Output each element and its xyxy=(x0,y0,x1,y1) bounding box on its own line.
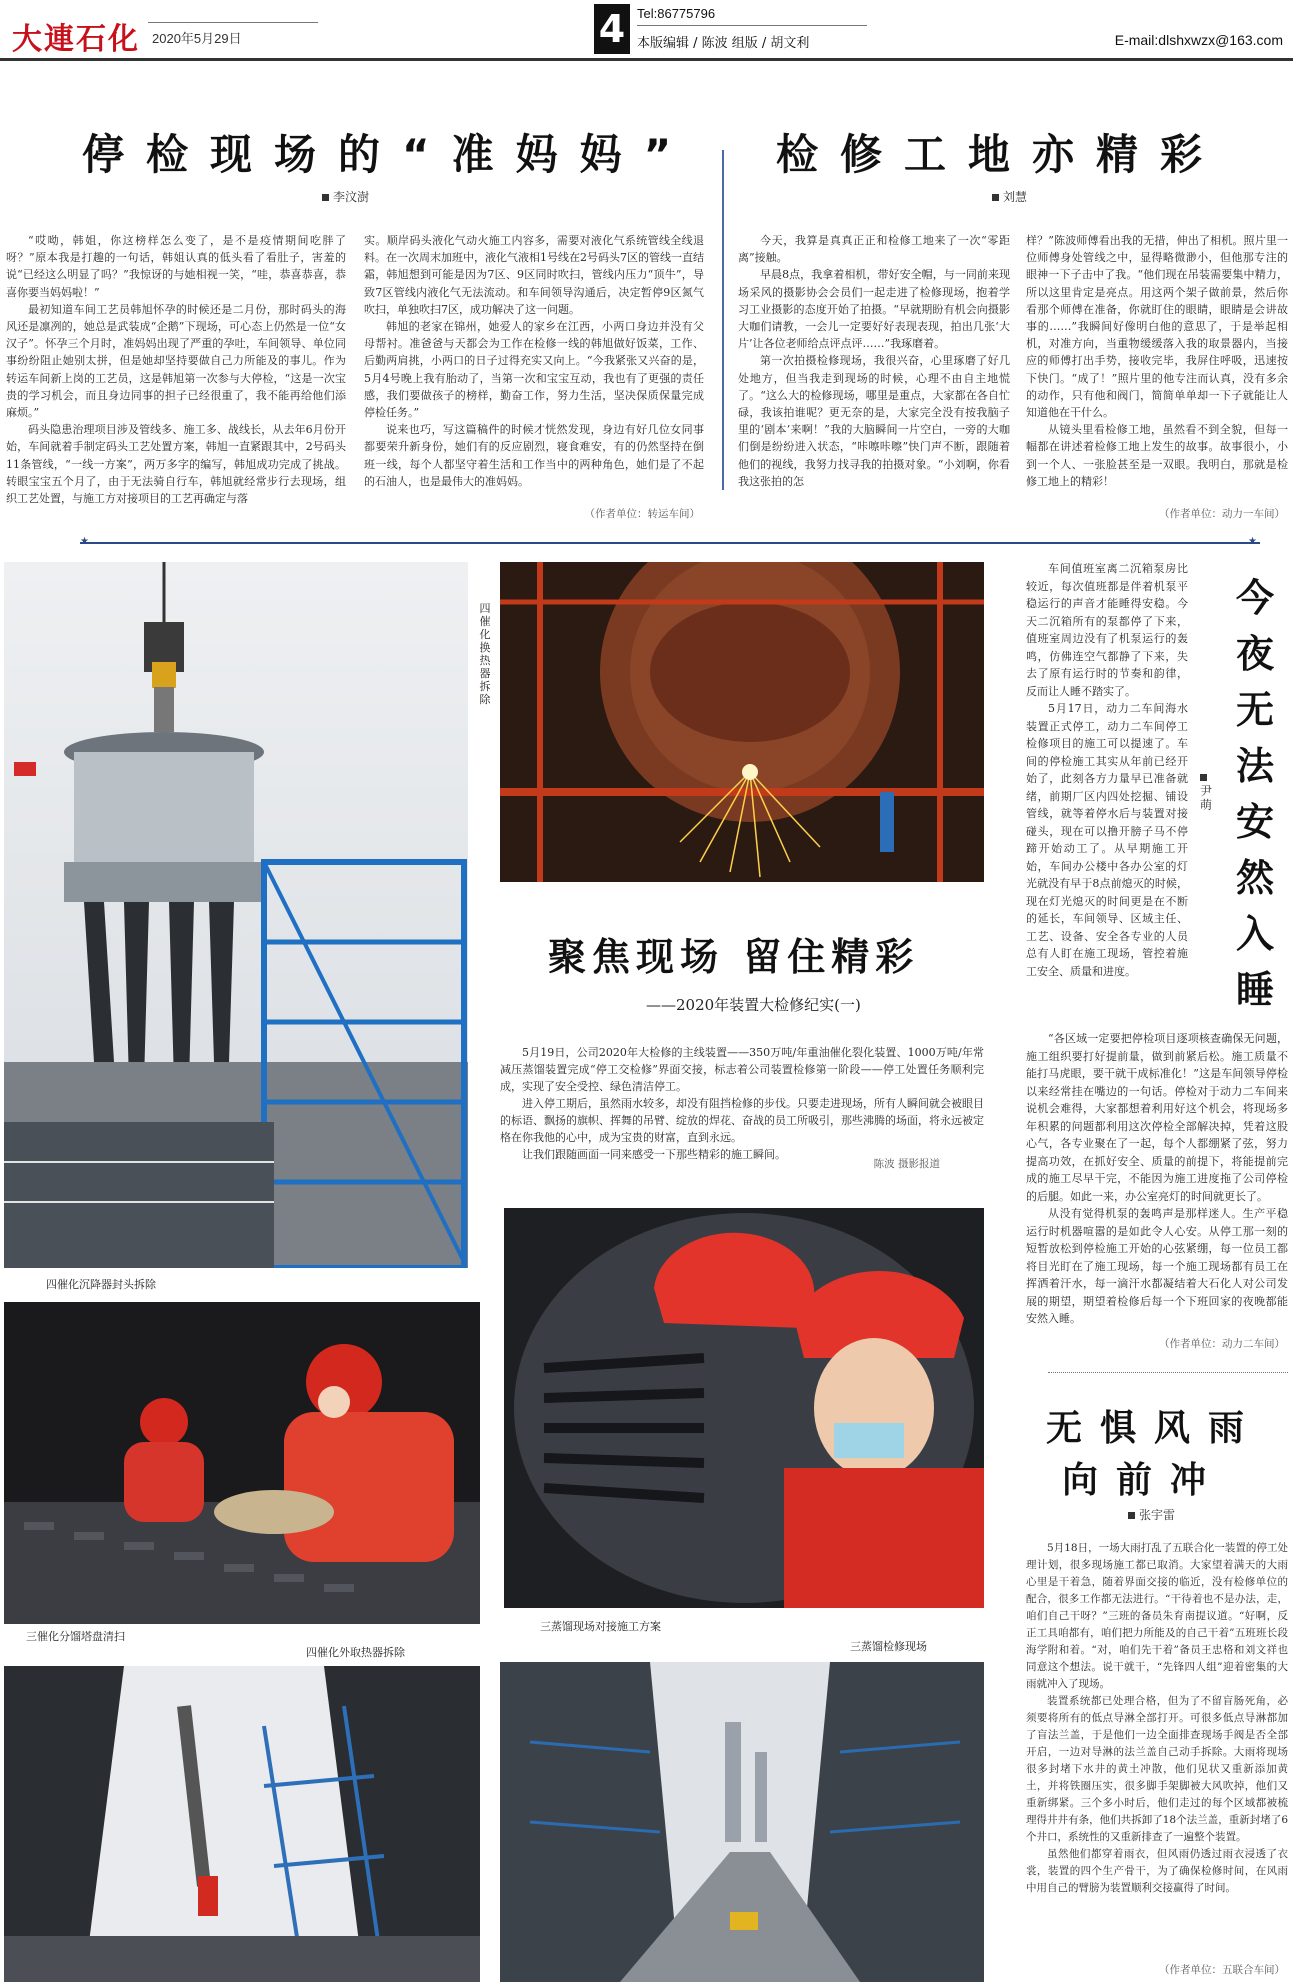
feature-subtitle: ——2020年装置大检修纪实(一) xyxy=(646,996,861,1014)
photo-external-heat-remover-removal xyxy=(4,1666,480,1982)
photo-on-site-plan-meeting xyxy=(504,1208,984,1608)
article1-byline xyxy=(322,188,369,205)
header-rule xyxy=(0,58,1293,61)
paragraph: 码头隐患治理项目涉及管线多、施工多、战线长，从去年6月份开始，车间就着手制定码头工艺处置方案，韩旭一直紧跟其中，2号码头11条管线，“一线一方案”，两万多字的编写，韩旭成功完成了挑战。转眼宝宝五个月了，由于无法骑自行车，韩旭就经常步行去现场，组织工艺处置，与施工方对接项目的工艺再确定与落 xyxy=(6,423,346,506)
article1-column-1 xyxy=(6,232,346,524)
article4-byline xyxy=(1128,1506,1175,1523)
page-number: 4 xyxy=(594,4,630,54)
byline-name: 李汶澍 xyxy=(333,190,370,204)
byline-marker-icon xyxy=(322,194,329,201)
star-icon: ★ xyxy=(80,536,89,547)
byline-marker-icon xyxy=(1200,774,1207,781)
feature-title: 聚焦现场 留住精彩 xyxy=(548,934,920,979)
article3-byline xyxy=(1200,770,1214,812)
paragraph: 实。顺岸码头液化气动火施工内容多，需要对液化气系统管线全线退料。在一次周末加班中，液化气液相1号线在2号码头7区的管线一直结霜，韩旭想到可能是因为7区、9区同时吹扫，管线内压力“顶牛”，导致7区管线内液化气无法流动。和车间领导沟通后，决定暂停9区氮气吹扫，单独吹扫7区，成功解决了这一问题。 xyxy=(364,234,704,316)
paragraph: 说来也巧，写这篇稿件的时候才恍然发现，身边有好几位女同事都要荣升新身份，她们有的反应剧烈，寝食难安，有的仍然坚持在倒班一线，每个人都坚守着生活和工作当中的两种角色，她们是了不起的石油人，也是最伟大的准妈妈。 xyxy=(364,423,704,488)
article4-title-line1: 无惧风雨 xyxy=(1046,1408,1263,1449)
article2-byline xyxy=(992,188,1027,205)
photo-illustration xyxy=(500,562,984,882)
paragraph: 样？”陈波师傅看出我的无措，伸出了相机。照片里一位师傅身处管线之中，显得略微渺小，但他那专注的眼神一下子击中了我。“他们现在吊装需要集中精力，所以这里肯定是亮点。用这两个架子做前景，然后你看那个师傅在准备，你就盯住的眼睛，眼睛是会讲故事的……”我瞬间好像明白他的意思了，于是举起相机，对准方向，当重物缓缓落入我的取景器内，当接应的师傅打出手势，接收完毕，我屏住呼吸，迅速按下快门。“成了！”照片里的他专注而认真，没有多余的动作，只有他和阀门，简简单单却一下子就能让人知道他在干什么。 xyxy=(1026,234,1288,420)
caption-photo4: 三蒸馏现场对接施工方案 xyxy=(540,1620,661,1633)
byline-name: 张宇雷 xyxy=(1139,1508,1176,1522)
paragraph: “哎呦，韩姐，你这榜样怎么变了，是不是疫情期间吃胖了呀？”原本我是打趣的一句话，韩姐认真的低头看了看肚子，害羞的说“已经这么明显了吗？”我惊讶的与她相视一笑，“哇，恭喜恭喜，恭喜你要当妈妈啦！” xyxy=(6,234,346,299)
byline-name: 尹萌 xyxy=(1200,784,1213,812)
paragraph: “各区域一定要把停检项目逐项核查确保无问题，施工组织要打好提前量，做到前紧后松。施工质量不能打马虎眼，要干就干成标准化！”这是车间领导停检以来经常挂在嘴边的一句话。停检对于动力二车间来说机会难得，大家都想着利用好这个机会，将现场多年积累的问题都利用这次停检全部解决掉，凭着这股心气，各专业聚在了一起，每个人都绷紧了弦，努力提高功效，在抓好安全、质量的前提下，将能提前完成的施工尽早干完，不能因为施工进度拖了公司停检的后腿。如此一来，办公室亮灯的时间就更长了。 xyxy=(1026,1032,1288,1203)
photo-distillation-site xyxy=(500,1662,984,1982)
section-divider xyxy=(1048,1372,1288,1373)
caption-vertical: 四催化换热器拆除 xyxy=(479,602,491,706)
photo-illustration xyxy=(4,1302,480,1624)
star-icon: ★ xyxy=(1248,536,1257,547)
photo-heat-exchanger-removal xyxy=(500,562,984,882)
byline-marker-icon xyxy=(1128,1512,1135,1519)
paragraph: 从镜头里看检修工地，虽然看不到全貌，但每一幅都在讲述着检修工地上发生的故事。故事很小，小到一个人、一张脸甚至是一双眼。我明白，那就是检修工地上的精彩！ xyxy=(1026,423,1288,488)
article3-column-2 xyxy=(1026,1030,1288,1348)
paragraph: 装置系统都已处理合格，但为了不留盲肠死角，必须要将所有的低点导淋全部打开。可很多低点导淋都加了盲法兰盖，于是他们一边全面排查现场手阀是否全部开启，一边对导淋的法兰盖自己动手拆除。大雨将现场很多封堵下水井的黄土冲散，他们见状又重新添加黄土，并将铁圈压实，很多脚手架脚被大风吹掉，他们又重新绑紧。三个多小时后，他们走过的每个区域都被梳理得井井有条，他们共拆卸了18个法兰盖，重新封堵了6个井口，系统性的又重新排查了一遍整个装置。 xyxy=(1026,1695,1288,1843)
section-rule xyxy=(80,542,1260,544)
paragraph: 从没有觉得机泵的轰鸣声是那样迷人。生产平稳运行时机器喧嚣的是如此令人心安。从停工那一刻的短暂放松到停检施工开始的心弦紧绷，每一位员工都将目光盯在了施工现场，每一个施工现场都有员工在挥洒着汗水，每一滴汗水都凝结着大石化人对公司发展的期望，期望着检修后每一个下班回家的夜晚都能安然入睡。 xyxy=(1026,1207,1288,1325)
photo-illustration xyxy=(500,1662,984,1982)
byline-name: 刘慧 xyxy=(1003,190,1028,204)
photo-illustration xyxy=(4,562,468,1268)
paragraph: 车间值班室离二沉箱泵房比较近，每次值班都是伴着机泵平稳运行的声音才能睡得安稳。今天二沉箱所有的泵都停了下来，值班室周边没有了机泵运行的轰鸣，仿佛连空气都静了下来，失去了原有运行时的节奏和韵律，反而让人睡不踏实了。 xyxy=(1026,562,1188,698)
photo-settler-head-removal xyxy=(4,562,468,1268)
newspaper-name: 大連石化 xyxy=(12,22,140,57)
feature-body xyxy=(500,1044,984,1174)
article4-credit: （作者单位：五联合车间） xyxy=(1159,1964,1285,1976)
article3-title: 今夜无法安然入睡 xyxy=(1235,576,1274,1012)
paragraph: 今天，我算是真真正正和检修工地来了一次“零距离”接触。 xyxy=(738,234,1010,265)
email-link[interactable]: E-mail:dlshxwzx@163.com xyxy=(1114,32,1283,48)
paragraph: 5月18日，一场大雨打乱了五联合化一装置的停工处理计划，很多现场施工都已取消。大家望着满天的大雨心里是干着急，随着界面交接的临近，没有检修单位的配合，很多工作都无法进行。“干待着也不是办法，走，咱们自己干呀？”三班的备员朱育南提议道。“好啊，反正工具咱都有，咱们把力所能及的自己干着”五班班长段海学附和着。“对，咱们先干着”备员王忠格和刘文祥也同意这个想法。说干就干，“先锋四人组”迎着密集的大雨就冲入了现场。 xyxy=(1026,1542,1288,1690)
article1-title: 停检现场的“准妈妈” xyxy=(82,130,694,179)
article2-credit: （作者单位：动力一车间） xyxy=(1159,508,1285,520)
editors-line: 本版编辑 / 陈波 组版 / 胡文利 xyxy=(637,36,810,51)
photo-illustration xyxy=(504,1208,984,1608)
paragraph: 让我们跟随画面一同来感受一下那些精彩的施工瞬间。 xyxy=(522,1148,786,1161)
feature-credit: 陈波 摄影报道 xyxy=(873,1158,940,1170)
article2-column-2 xyxy=(1026,232,1288,504)
divider xyxy=(637,25,867,26)
article2-column-1 xyxy=(738,232,1010,524)
paragraph: 虽然他们都穿着雨衣，但风雨仍透过雨衣浸透了衣裳，装置的四个生产骨干，为了确保检修时间，在风雨中用自己的臂膀为装置顺利交接赢得了时间。 xyxy=(1026,1848,1288,1894)
column-rule xyxy=(722,150,724,490)
issue-date: 2020年5月29日 xyxy=(152,31,242,46)
caption-photo1: 四催化沉降器封头拆除 xyxy=(46,1278,156,1291)
article3-credit: （作者单位：动力二车间） xyxy=(1159,1338,1285,1350)
article1-column-2 xyxy=(364,232,704,512)
telephone: Tel:86775796 xyxy=(637,6,716,21)
article4-title-line2: 向前冲 xyxy=(1062,1460,1225,1501)
caption-photo5: 四催化外取热器拆除 xyxy=(306,1646,405,1659)
caption-photo3: 三催化分馏塔盘清扫 xyxy=(26,1630,125,1643)
article3-column-1 xyxy=(1026,560,1188,1030)
photo-tray-cleaning xyxy=(4,1302,480,1624)
article1-credit: （作者单位：转运车间） xyxy=(584,508,700,520)
paragraph: 5月17日，动力二车间海水装置正式停工，动力二车间停工检修项目的施工可以提速了。车间的停检施工其实从年前已经开始了，此刻各方力量早已准备就绪，前期厂区内四处挖掘、铺设管线，就等着停水后与装置对接碰头，现在可以撸开膀子马不停蹄开始动工了。从早期施工开始，车间办公楼中各办公室的灯光就没有早于8点前熄灭的时候，现在灯光熄灭的时间更是在不断的延长，车间领导、区域主任、工艺、设备、安全各专业的人员总有人盯在施工现场，管控着施工安全、质量和进度。 xyxy=(1026,702,1188,978)
article2-title: 检修工地亦精彩 xyxy=(776,130,1225,179)
paragraph: 最初知道车间工艺员韩旭怀孕的时候还是二月份，那时码头的海风还是凛冽的，她总是武装成“企鹅”下现场，可心态上仍然是一位“女汉子”。怀孕三个月时，准妈妈出现了严重的孕吐，车间领导、单位同事纷纷阻止她别太拼，但是她却坚持要做自己力所能及的事儿。作为转运车间新上岗的工艺员，这是韩旭第一次参与大停检，“这是一次宝贵的学习机会，而且身边同事的担子已经很重了，我不能再给他们添麻烦。” xyxy=(6,302,346,420)
paragraph: 进入停工期后，虽然雨水较多，却没有阻挡检修的步伐。只要走进现场，所有人瞬间就会被眼目的标语、飘扬的旗帜、挥舞的吊臂、绽放的焊花、奋战的员工所吸引，那些沸腾的场面，将永远被定格在你我他的心中，成为宝贵的财富，直到永远。 xyxy=(500,1097,984,1144)
divider xyxy=(148,22,318,23)
paragraph: 5月19日，公司2020年大检修的主线装置——350万吨/年重油催化裂化装置、1000万吨/年常减压蒸馏装置完成“停工交检修”界面交接，标志着公司装置检修第一阶段——停工处置任务顺利完成，实现了安全受控、绿色清洁停工。 xyxy=(500,1046,984,1093)
photo-illustration xyxy=(4,1666,480,1982)
paragraph: 早晨8点，我拿着相机，带好安全帽，与一同前来现场采风的摄影协会会员们一起走进了检修现场，抱着学习工业摄影的态度开始了拍摄。“早就期盼有机会向摄影大咖们请教，一会儿一定要好好表现表现，拍出几张‘大片’让各位老师给点评点评……”我琢磨着。 xyxy=(738,268,1010,351)
paragraph: 第一次拍摄检修现场，我很兴奋，心里琢磨了好几处地方，但当我走到现场的时候，心理不由自主地慌了。“这么大的检修现场，哪里是重点，大家都在各自忙碌，我该拍谁呢？更无奈的是，大家完全没有按我脑子里的‘剧本’来啊！”我的大脑瞬间一片空白，一旁的大咖们倒是纷纷进入状态，“咔嚓咔嚓”快门声不断，跟随着他们的视线，我努力找寻我的拍摄对象。“小刘啊，你看我这张拍的怎 xyxy=(738,354,1010,488)
byline-marker-icon xyxy=(992,194,999,201)
caption-photo6: 三蒸馏检修现场 xyxy=(850,1640,927,1653)
paragraph: 韩旭的老家在锦州，她爱人的家乡在江西，小两口身边并没有父母帮衬。准爸爸与天都会为工作在检修一线的韩旭做好饭菜，工作、后勤两肩挑，小两口的日子过得充实又向上。“今我紧张又兴奋的是，5月4号晚上我有胎动了，当第一次和宝宝互动，我也有了更强的责任感，我们要做孩子的榜样，勤奋工作，努力生活，坚决保质保量完成停检任务。” xyxy=(364,320,704,420)
article4-body xyxy=(1026,1540,1288,1960)
